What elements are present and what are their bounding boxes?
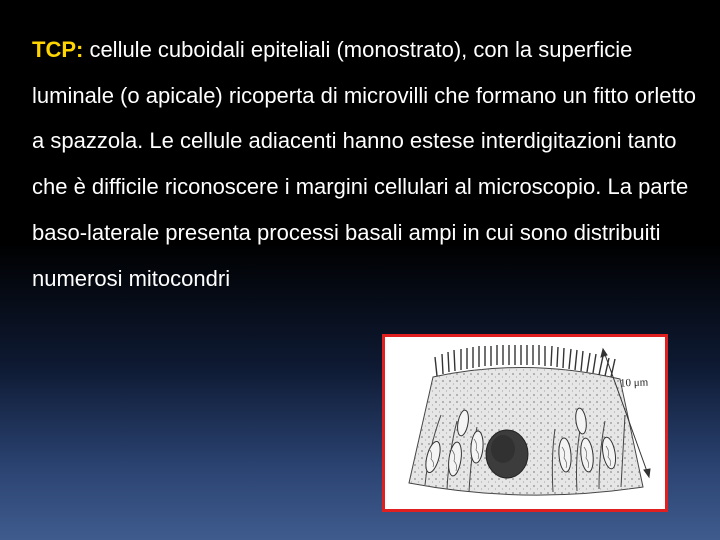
- scale-label: 10 μm: [619, 376, 649, 390]
- cell-illustration: [382, 334, 668, 512]
- description-text: cellule cuboidali epiteliali (monostrato), con la superficie luminale (o apicale) ricoperta di microvilli che formano un fitto orletto a spazzola. Le cellule adiacenti hanno estese interdigitazioni tanto che è difficile riconoscere i margini cellulari al microscopio. La parte baso-laterale presenta processi basali ampi in cui sono distribuiti numerosi mitocondri: [32, 37, 696, 291]
- tubular-cell-drawing: [385, 337, 665, 509]
- slide-body-text: [32, 27, 704, 301]
- lead-term: TCP:: [32, 37, 84, 62]
